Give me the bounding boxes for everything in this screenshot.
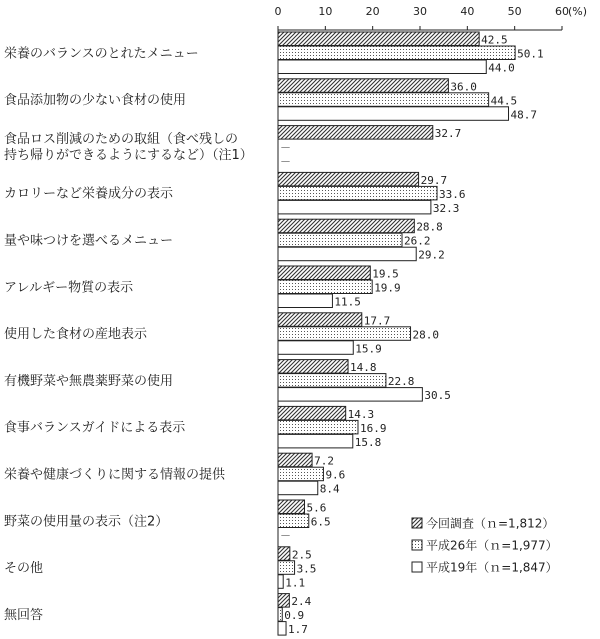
x-tick-label: 10 [318, 5, 333, 18]
x-tick-label: 50 [507, 5, 522, 18]
data-label: 15.8 [354, 435, 382, 449]
data-label: 28.0 [412, 328, 440, 342]
category-labels [4, 46, 253, 623]
data-label: 2.4 [291, 595, 312, 609]
data-label: 36.0 [450, 80, 477, 94]
data-label: 0.9 [284, 609, 305, 623]
bar [278, 107, 509, 121]
data-label: 15.9 [355, 342, 382, 356]
data-label: 22.8 [387, 375, 415, 389]
data-label: 16.9 [359, 421, 387, 435]
category-label: 有機野菜や無農薬野菜の使用 [4, 373, 174, 389]
bar [278, 93, 489, 107]
category-label: 量や味つけを選べるメニュー [4, 233, 174, 249]
data-label: 7.2 [314, 454, 334, 468]
x-tick-label: 20 [365, 5, 380, 18]
bar [278, 341, 353, 355]
category-label: 栄養や健康づくりに関する情報の提供 [4, 467, 226, 483]
data-label: 30.5 [424, 389, 451, 403]
data-label: 32.3 [432, 201, 460, 215]
bar [278, 608, 282, 622]
category-label: 持ち帰りができるようにするなど）（注1） [4, 147, 253, 163]
data-label: 8.4 [319, 482, 340, 496]
data-label: 44.0 [488, 61, 515, 75]
bar [278, 266, 370, 280]
x-unit-label: (%) [568, 5, 588, 18]
missing-value-label: － [280, 155, 291, 169]
data-label: 9.6 [325, 468, 346, 482]
bar [278, 547, 290, 561]
data-label: 32.7 [434, 127, 462, 141]
data-label: 5.6 [306, 501, 327, 515]
bar [278, 467, 323, 481]
category-label: 使用した食材の産地表示 [4, 327, 148, 343]
bar [278, 247, 416, 261]
legend-label: 平成19年（ｎ=1,847） [426, 560, 558, 575]
bar [278, 313, 362, 327]
legend-swatch [412, 540, 422, 550]
bar [278, 575, 283, 589]
bar [278, 172, 419, 186]
bar [278, 186, 437, 200]
bar [278, 561, 295, 575]
bar [278, 200, 431, 214]
data-label: 14.8 [350, 361, 377, 375]
bar [278, 294, 332, 308]
bar [278, 453, 312, 467]
missing-value-label: － [280, 141, 291, 155]
x-tick-label: 30 [413, 5, 427, 18]
bar [278, 60, 486, 74]
bar [278, 46, 515, 60]
data-label: 19.5 [372, 267, 399, 281]
bar [278, 622, 286, 636]
data-label: 3.5 [296, 562, 317, 576]
category-label: 野菜の使用量の表示（注2） [4, 514, 169, 530]
data-label: 19.9 [374, 281, 401, 295]
missing-value-label: － [280, 529, 291, 543]
data-label: 44.5 [490, 94, 518, 108]
category-label: アレルギー物質の表示 [4, 280, 134, 296]
bar [278, 374, 386, 388]
x-tick-label: 40 [460, 5, 475, 18]
legend [412, 516, 558, 575]
data-label: 1.7 [288, 623, 308, 637]
data-label: 26.2 [404, 234, 431, 248]
data-label: 29.2 [418, 248, 445, 262]
data-label: 50.1 [517, 47, 544, 61]
data-label: 33.6 [439, 187, 466, 201]
data-label: 1.1 [285, 576, 306, 590]
bar [278, 434, 353, 448]
bar [278, 79, 448, 93]
legend-label: 今回調査（ｎ=1,812） [426, 516, 555, 531]
bar [278, 32, 479, 46]
bar [278, 126, 433, 140]
bar [278, 280, 372, 294]
legend-swatch [412, 518, 422, 528]
bar [278, 406, 346, 420]
data-label: 6.5 [310, 515, 331, 529]
category-label: 食品ロス削減のための取組（食べ残しの [4, 131, 239, 147]
bar [278, 327, 411, 341]
x-tick-label: 0 [274, 5, 282, 18]
bar [278, 500, 305, 514]
bar [278, 594, 289, 608]
bar [278, 514, 309, 528]
category-label: カロリーなど栄養成分の表示 [4, 186, 174, 202]
data-label: 29.7 [420, 173, 448, 187]
bar [278, 233, 402, 247]
data-label: 28.8 [416, 220, 443, 234]
category-label: 無回答 [4, 607, 44, 623]
data-label: 48.7 [510, 108, 538, 122]
x-tick-label: 60 [555, 5, 569, 18]
bar [278, 360, 348, 374]
category-label: その他 [4, 561, 44, 577]
category-label: 栄養のバランスのとれたメニュー [4, 46, 199, 62]
bar [278, 420, 358, 434]
data-label: 14.3 [347, 407, 375, 421]
legend-swatch [412, 562, 422, 572]
data-label: 2.5 [291, 548, 312, 562]
data-label: 11.5 [334, 295, 361, 309]
bar [278, 388, 422, 402]
data-label: 42.5 [481, 33, 508, 47]
category-label: 食品添加物の少ない食材の使用 [4, 93, 187, 109]
category-label: 食事バランスガイドによる表示 [4, 420, 186, 436]
data-label: 17.7 [363, 314, 391, 328]
bar [278, 481, 318, 495]
bar [278, 219, 414, 233]
legend-label: 平成26年（ｎ=1,977） [426, 538, 558, 553]
